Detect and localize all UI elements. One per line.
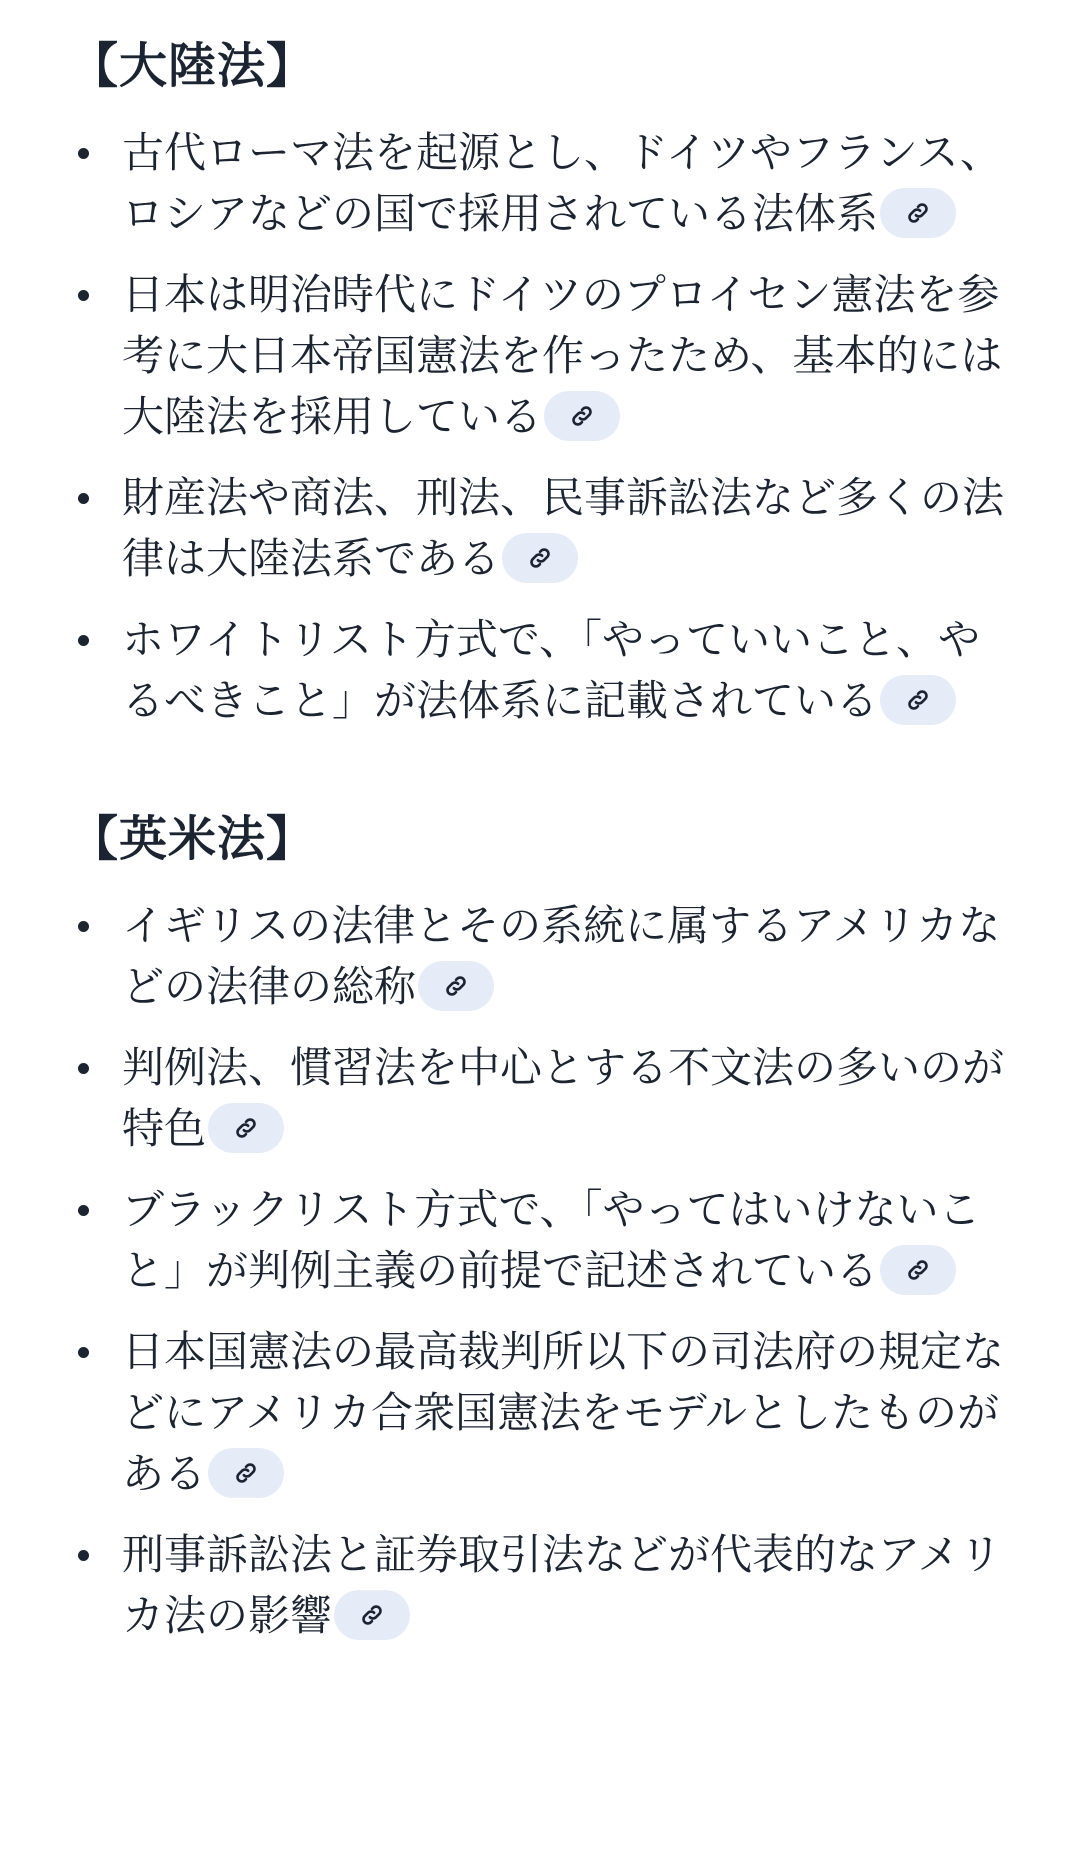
- link-icon: [527, 545, 553, 571]
- bullet-list: [70, 122, 1020, 731]
- citation-link-button[interactable]: [880, 1245, 956, 1295]
- list-item: [70, 895, 1020, 1017]
- link-icon: [233, 1460, 259, 1486]
- list-item-text: ブラックリスト方式で、「やってはいけないこと」が判例主義の前提で記述されている: [122, 1185, 981, 1295]
- list-item-text: 日本国憲法の最高裁判所以下の司法府の規定などにアメリカ合衆国憲法をモデルとしたものがある: [122, 1327, 1005, 1498]
- link-icon: [569, 403, 595, 429]
- bullet-dot: [78, 148, 89, 159]
- list-item: [70, 264, 1020, 447]
- link-icon: [443, 973, 469, 999]
- list-item-text: 刑事訴訟法と証券取引法などが代表的なアメリカ法の影響: [122, 1530, 1002, 1640]
- link-icon: [905, 687, 931, 713]
- list-item-text: イギリスの法律とその系統に属するアメリカなどの法律の総称: [122, 901, 1001, 1011]
- link-icon: [233, 1115, 259, 1141]
- bullet-dot: [78, 1347, 89, 1358]
- list-item-text: 日本は明治時代にドイツのプロイセン憲法を参考に大日本帝国憲法を作ったため、基本的には大陸法を採用している: [122, 270, 1003, 441]
- citation-link-button[interactable]: [544, 391, 620, 441]
- list-item-text: 判例法、慣習法を中心とする不文法の多いのが特色: [122, 1043, 1005, 1153]
- citation-link-button[interactable]: [502, 533, 578, 583]
- bullet-dot: [78, 921, 89, 932]
- list-item: [70, 122, 1020, 244]
- section-continental-law: [70, 0, 1020, 731]
- bullet-dot: [78, 1063, 89, 1074]
- bullet-dot: [78, 1205, 89, 1216]
- list-item: [70, 1321, 1020, 1504]
- section-common-law: [70, 751, 1020, 1646]
- bullet-dot: [78, 635, 89, 646]
- link-icon: [905, 200, 931, 226]
- section-title: 【英米法】: [70, 811, 316, 867]
- list-item-text: 古代ローマ法を起源とし、ドイツやフランス、ロシアなどの国で採用されている法体系: [122, 128, 1002, 238]
- citation-link-button[interactable]: [334, 1590, 410, 1640]
- link-icon: [905, 1257, 931, 1283]
- citation-link-button[interactable]: [880, 675, 956, 725]
- list-item: [70, 609, 1020, 731]
- bullet-dot: [78, 1550, 89, 1561]
- citation-link-button[interactable]: [208, 1103, 284, 1153]
- list-item: [70, 1179, 1020, 1301]
- section-title: 【大陸法】: [70, 38, 316, 94]
- list-item: [70, 1524, 1020, 1646]
- citation-link-button[interactable]: [208, 1448, 284, 1498]
- list-item: [70, 467, 1020, 589]
- bullet-dot: [78, 290, 89, 301]
- link-icon: [359, 1602, 385, 1628]
- bullet-dot: [78, 493, 89, 504]
- citation-link-button[interactable]: [418, 961, 494, 1011]
- citation-link-button[interactable]: [880, 188, 956, 238]
- list-item-text: ホワイトリスト方式で、「やっていいこと、やるべきこと」が法体系に記載されている: [122, 615, 981, 725]
- bullet-list: [70, 895, 1020, 1646]
- list-item-text: 財産法や商法、刑法、民事訴訟法など多くの法律は大陸法系である: [122, 473, 1005, 583]
- list-item: [70, 1037, 1020, 1159]
